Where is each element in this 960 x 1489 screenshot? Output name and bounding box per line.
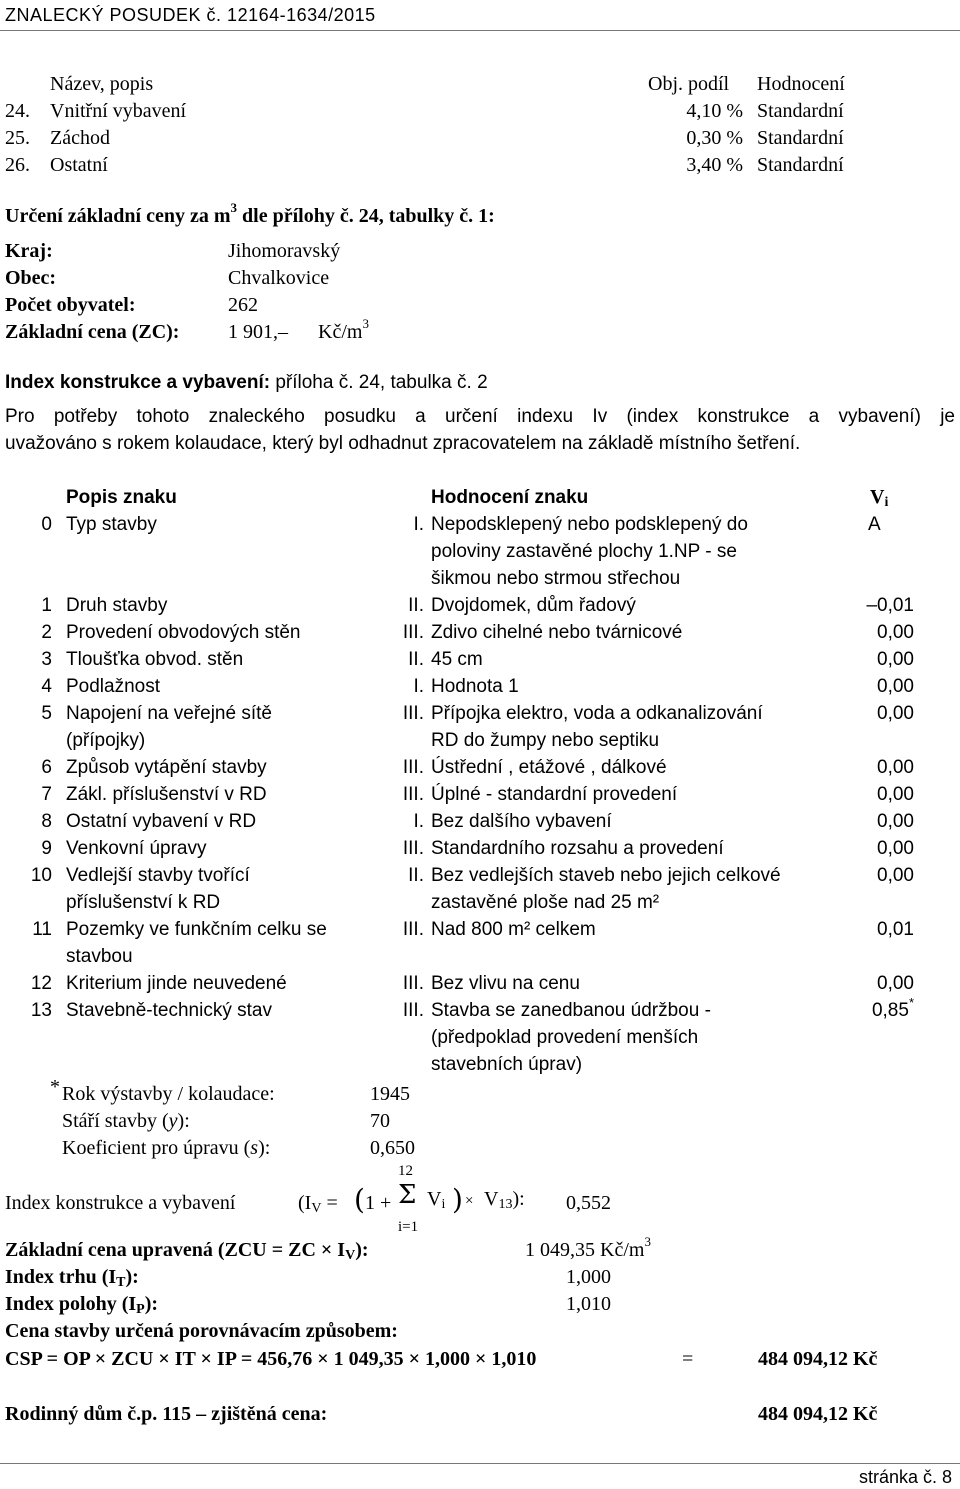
table-row-name: Ostatní vybavení v RD bbox=[66, 811, 257, 832]
formula-label: Index konstrukce a vybavení bbox=[5, 1192, 236, 1214]
table-row-value: 0,00 bbox=[877, 811, 914, 832]
page-number: stránka č. 8 bbox=[858, 1467, 952, 1487]
index-paragraph-line2: uvažováno s rokem kolaudace, který byl odhadnut zpracovatelem na základě místního šetření. bbox=[5, 433, 801, 454]
header-divider bbox=[0, 30, 960, 31]
parts-header-share: Obj. podíl bbox=[648, 73, 730, 95]
zc-unit: $Kč/m^3$ bbox=[318, 316, 369, 343]
koef-value: 0,650 bbox=[370, 1137, 415, 1159]
table-row-description: šikmou nebo strmou střechou bbox=[431, 568, 681, 589]
ip-value: 1,010 bbox=[566, 1293, 611, 1315]
table-row-description: Ústřední , etážové , dálkové bbox=[431, 757, 667, 778]
parts-row-num: 25. bbox=[5, 127, 30, 149]
table-row-description: 45 cm bbox=[431, 649, 483, 670]
table-row-grade: III. bbox=[402, 919, 424, 940]
table-row-name: Zákl. příslušenství v RD bbox=[66, 784, 267, 805]
table-row-grade: II. bbox=[408, 865, 424, 886]
csp-formula: CSP = OP × ZCU × IT × IP = 456,76 × 1 049,35 × 1,000 × 1,010 bbox=[5, 1348, 537, 1370]
table-row-grade: III. bbox=[402, 703, 424, 724]
table-row-number: 9 bbox=[41, 838, 52, 859]
table-row-name: Tloušťka obvod. stěn bbox=[66, 649, 244, 670]
parts-row-name: Vnitřní vybavení bbox=[50, 100, 187, 122]
csp-value: 484 094,12 Kč bbox=[758, 1348, 878, 1370]
table-row-name: Napojení na veřejné sítě bbox=[66, 703, 272, 724]
obec-value: Chvalkovice bbox=[228, 267, 330, 289]
table-row-description: Úplné - standardní provedení bbox=[431, 784, 678, 805]
kraj-value: Jihomoravský bbox=[228, 240, 341, 262]
table-row-grade: II. bbox=[408, 595, 424, 616]
table-row-value: 0,00 bbox=[877, 973, 914, 994]
table-row-value: 0,00 bbox=[877, 838, 914, 859]
parts-row-num: 26. bbox=[5, 154, 30, 176]
final-label: Rodinný dům č.p. 115 – zjištěná cena: bbox=[5, 1403, 328, 1425]
footnote-star: * bbox=[50, 1076, 60, 1098]
table-row-grade: III. bbox=[402, 784, 424, 805]
table-row-description: Přípojka elektro, voda a odkanalizování bbox=[431, 703, 763, 724]
formula-paren-close: ) bbox=[452, 1183, 463, 1216]
table-row-value: 0,00 bbox=[877, 622, 914, 643]
table-row-value: –0,01 bbox=[866, 595, 914, 616]
table-row-value: 0,00 bbox=[877, 784, 914, 805]
table-row-description: Nad 800 m² celkem bbox=[431, 919, 596, 940]
formula-sum-upper: 12 bbox=[398, 1163, 413, 1179]
parts-row-num: 24. bbox=[5, 100, 30, 122]
formula-vi: $V_i$ bbox=[427, 1188, 446, 1212]
table-row-grade: III. bbox=[402, 622, 424, 643]
index-paragraph-line1: Pro potřeby tohoto znaleckého posudku a určení indexu Iv (index konstrukce a vybavení) je bbox=[5, 406, 955, 427]
table-row-number: 5 bbox=[41, 703, 52, 724]
table-row-name: Typ stavby bbox=[66, 514, 157, 535]
table-row-value: A bbox=[868, 514, 881, 535]
table-row-number: 4 bbox=[41, 676, 52, 697]
table-row-number: 11 bbox=[32, 919, 52, 940]
table-row-description: Standardního rozsahu a provedení bbox=[431, 838, 724, 859]
table-row-name: Kriterium jinde neuvedené bbox=[66, 973, 287, 994]
formula-paren-open: ( bbox=[354, 1183, 365, 1216]
table-row-number: 13 bbox=[30, 1000, 52, 1021]
formula-value: 0,552 bbox=[566, 1192, 611, 1214]
table-row-name: Druh stavby bbox=[66, 595, 168, 616]
csp-equals: = bbox=[682, 1348, 694, 1370]
table-row-name: Venkovní úpravy bbox=[66, 838, 207, 859]
table-row-description: Zdivo cihelné nebo tvárnicové bbox=[431, 622, 683, 643]
table-row-description: poloviny zastavěné plochy 1.NP - se bbox=[431, 541, 737, 562]
table-row-name: Pozemky ve funkčním celku se bbox=[66, 919, 327, 940]
table-row-description: (předpoklad provedení menších bbox=[431, 1027, 699, 1048]
table-row-grade: III. bbox=[402, 973, 424, 994]
table-row-grade: II. bbox=[408, 649, 424, 670]
formula-iv: ($I_V$ = bbox=[298, 1192, 338, 1216]
table-row-description: Nepodsklepený nebo podsklepený do bbox=[431, 514, 748, 535]
table-col-popis: Popis znaku bbox=[66, 487, 177, 508]
table-row-value: 0,00 bbox=[877, 676, 914, 697]
table-row-description: RD do žumpy nebo septiku bbox=[431, 730, 660, 751]
parts-header-name: Název, popis bbox=[50, 73, 154, 95]
table-row-grade: III. bbox=[402, 1000, 424, 1021]
parts-row-share: 3,40 % bbox=[686, 154, 743, 176]
table-row-description: Dvojdomek, dům řadový bbox=[431, 595, 636, 616]
table-row-description: stavebních úprav) bbox=[431, 1054, 583, 1075]
kraj-label: Kraj: bbox=[5, 240, 53, 262]
table-row-grade: I. bbox=[413, 676, 424, 697]
koef-label: Koeficient pro úpravu (s): bbox=[62, 1137, 271, 1159]
table-row-description: Bez vedlejších staveb nebo jejich celkové bbox=[431, 865, 781, 886]
parts-row-name: Záchod bbox=[50, 127, 110, 149]
table-row-name: Podlažnost bbox=[66, 676, 161, 697]
table-col-hodnoceni: Hodnocení znaku bbox=[431, 487, 589, 508]
footer-divider bbox=[0, 1463, 960, 1464]
zcu-label: Základní cena upravená (ZCU = ZC × $I_V$): bbox=[5, 1239, 369, 1263]
table-row-number: 2 bbox=[41, 622, 52, 643]
parts-row-name: Ostatní bbox=[50, 154, 108, 176]
formula-one-plus: 1 + bbox=[365, 1192, 392, 1214]
table-row-grade: III. bbox=[402, 838, 424, 859]
table-row-name: stavbou bbox=[66, 946, 133, 967]
times-icon: × bbox=[465, 1193, 474, 1209]
parts-row-rating: Standardní bbox=[757, 127, 844, 149]
table-row-name: příslušenství k RD bbox=[66, 892, 221, 913]
obec-label: Obec: bbox=[5, 267, 57, 289]
sigma-icon: Σ bbox=[398, 1180, 417, 1210]
stari-value: 70 bbox=[370, 1110, 390, 1132]
page-header bbox=[0, 2, 960, 29]
parts-row-rating: Standardní bbox=[757, 100, 844, 122]
table-row-name: Vedlejší stavby tvořící bbox=[66, 865, 250, 886]
pocet-label: Počet obyvatel: bbox=[5, 294, 136, 316]
table-row-value: 0,01 bbox=[877, 919, 914, 940]
table-row-number: 6 bbox=[41, 757, 52, 778]
zc-value: 1 901,– bbox=[228, 321, 288, 343]
table-row-description: zastavěné ploše nad 25 m² bbox=[431, 892, 660, 913]
zc-label: Základní cena (ZC): bbox=[5, 321, 180, 343]
ip-label: Index polohy $(I_P)$: bbox=[5, 1293, 159, 1317]
it-label: Index trhu $(I_T)$: bbox=[5, 1266, 139, 1290]
table-row-value: 0,00 bbox=[877, 703, 914, 724]
table-row-number: 8 bbox=[41, 811, 52, 832]
table-row-name: (přípojky) bbox=[66, 730, 146, 751]
table-row-number: 10 bbox=[30, 865, 52, 886]
table-row-grade: I. bbox=[413, 514, 424, 535]
final-value: 484 094,12 Kč bbox=[758, 1403, 878, 1425]
table-row-value: 0,00 bbox=[877, 649, 914, 670]
table-row-grade: I. bbox=[413, 811, 424, 832]
parts-row-share: 4,10 % bbox=[686, 100, 743, 122]
parts-header-rating: Hodnocení bbox=[757, 73, 845, 95]
rok-label: Rok výstavby / kolaudace: bbox=[62, 1083, 275, 1105]
parts-row-share: 0,30 % bbox=[686, 127, 743, 149]
table-row-number: 7 bbox=[41, 784, 52, 805]
document-title: ZNALECKÝ POSUDEK č. 12164-1634/2015 bbox=[5, 5, 376, 25]
index-heading: Index konstrukce a vybavení: příloha č. 24, tabulka č. 2 bbox=[5, 372, 488, 393]
table-row-number: 0 bbox=[41, 514, 52, 535]
table-row-number: 12 bbox=[30, 973, 52, 994]
table-col-v: $V_i$ bbox=[870, 486, 889, 510]
parts-row-rating: Standardní bbox=[757, 154, 844, 176]
table-row-description: Hodnota 1 bbox=[431, 676, 519, 697]
cena-label: Cena stavby určená porovnávacím způsobem: bbox=[5, 1320, 398, 1342]
table-row-name: Způsob vytápění stavby bbox=[66, 757, 267, 778]
table-row-grade: III. bbox=[402, 757, 424, 778]
table-row-number: 1 bbox=[41, 595, 52, 616]
formula-v13: $V_{13}$): bbox=[484, 1188, 525, 1212]
table-row-description: Stavba se zanedbanou údržbou - bbox=[431, 1000, 711, 1021]
table-row-number: 3 bbox=[41, 649, 52, 670]
table-row-name: Stavebně-technický stav bbox=[66, 1000, 272, 1021]
table-row-description: Bez dalšího vybavení bbox=[431, 811, 612, 832]
table-row-value: 0,00 bbox=[877, 757, 914, 778]
pocet-value: 262 bbox=[228, 294, 258, 316]
formula-sum-lower: i=1 bbox=[398, 1219, 419, 1235]
base-price-heading: Určení základní ceny za $m^3$ dle přílohy č. 24, tabulky č. 1: bbox=[5, 200, 495, 227]
zcu-value: 1 049,35 $Kč/m^3$ bbox=[525, 1234, 651, 1261]
it-value: 1,000 bbox=[566, 1266, 611, 1288]
table-row-description: Bez vlivu na cenu bbox=[431, 973, 580, 994]
rok-value: 1945 bbox=[370, 1083, 410, 1105]
stari-label: Stáří stavby (y): bbox=[62, 1110, 190, 1132]
table-row-name: Provedení obvodových stěn bbox=[66, 622, 301, 643]
table-row-value: 0,00 bbox=[877, 865, 914, 886]
table-row-value: 0,85* bbox=[871, 994, 914, 1021]
